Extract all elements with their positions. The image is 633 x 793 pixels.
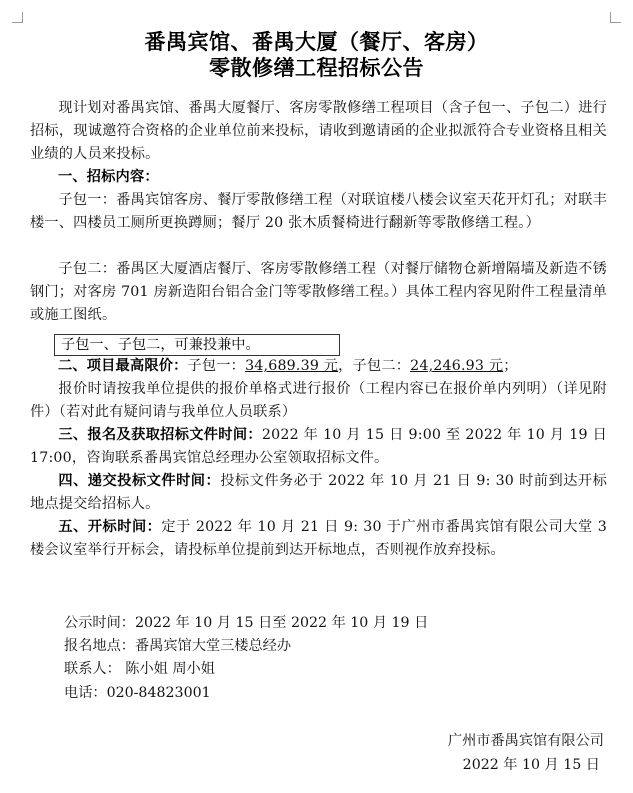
company-signature: 广州市番禺宾馆有限公司 xyxy=(447,733,604,749)
section-5-paragraph xyxy=(30,516,607,562)
boxed-note xyxy=(54,334,340,356)
section-3-paragraph xyxy=(30,424,607,470)
price-end: ； xyxy=(503,358,518,374)
contact-person: 联系人： 陈小姐 周小姐 xyxy=(64,661,215,677)
section-2-note: 报价时请按我单位提供的报价单格式进行报价（工程内容已在报价单内列明）（详见附件）（若对此有疑问请与我单位人员联系） xyxy=(30,381,607,420)
title-line-1: 番禺宾馆、番禺大厦（餐厅、客房） xyxy=(144,30,489,54)
section-3-heading: 三、报名及获取招标文件时间： xyxy=(58,427,262,443)
section-4-heading: 四、递交投标文件时间： xyxy=(58,473,221,489)
section-4-paragraph xyxy=(30,470,607,516)
section-2-heading: 二、项目最高限价： xyxy=(58,358,188,374)
crop-mark-top-left xyxy=(12,12,23,23)
sub-package-1: 子包一：番禺宾馆客房、餐厅零散修缮工程（对联谊楼八楼会议室天花开灯孔；对联丰楼一、四楼员工厕所更换蹲厕；餐厅 20 张木质餐椅进行翻新等零散修缮工程。） xyxy=(30,192,607,231)
crop-mark-top-right xyxy=(610,12,621,23)
sub2-price-value: 24,246.93 元 xyxy=(410,358,504,374)
section-4-text: 投标文件务必于 2022 年 10 月 21 日 9: 30 时前到达开标地点提交给招标人。 xyxy=(30,473,607,512)
section-5-heading: 五、开标时间： xyxy=(58,519,162,535)
boxed-note-text: 子包一、子包二，可兼投兼中。 xyxy=(61,337,260,353)
intro-paragraph: 现计划对番禺宾馆、番禺大厦餐厅、客房零散修缮工程项目（含子包一、子包二）进行招标，现诚邀符合资格的企业单位前来投标，请收到邀请函的企业拟派符合专业资格且相关业绩的人员来投标。 xyxy=(30,100,607,162)
section-5-text: 定于 2022 年 10 月 21 日 9: 30 于广州市番禺宾馆有限公司大堂 3 楼会议室举行开标会，请投标单位提前到达开标地点，否则视作放弃投标。 xyxy=(30,519,607,558)
sub1-price-label: 子包一： xyxy=(187,358,246,374)
signature-date: 2022 年 10 月 15 日 xyxy=(462,757,600,773)
registration-location: 报名地点：番禺宾馆大堂三楼总经办 xyxy=(64,638,292,654)
phone-number: 电话：020-84823001 xyxy=(64,685,211,701)
price-separator: ，子包二： xyxy=(338,358,411,374)
section-2-line xyxy=(58,355,607,378)
sub1-price-value: 34,689.39 元 xyxy=(245,358,339,374)
section-3-text: 2022 年 10 月 15 日 9:00 至 2022 年 10 月 19 日 17:00，咨询联系番禺宾馆总经理办公室领取招标文件。 xyxy=(30,427,607,466)
notice-period: 公示时间：2022 年 10 月 15 日至 2022 年 10 月 19 日 xyxy=(64,615,429,631)
title-line-2: 零散修缮工程招标公告 xyxy=(209,56,424,80)
section-1-heading: 一、招标内容： xyxy=(58,169,159,185)
sub-package-2: 子包二：番禺区大厦酒店餐厅、客房零散修缮工程（对餐厅储物仓新增隔墙及新造不锈钢门；对客房 701 房新造阳台铝合金门等零散修缮工程。）具体工程内容见附件工程量清单或施工图纸。 xyxy=(30,261,607,323)
